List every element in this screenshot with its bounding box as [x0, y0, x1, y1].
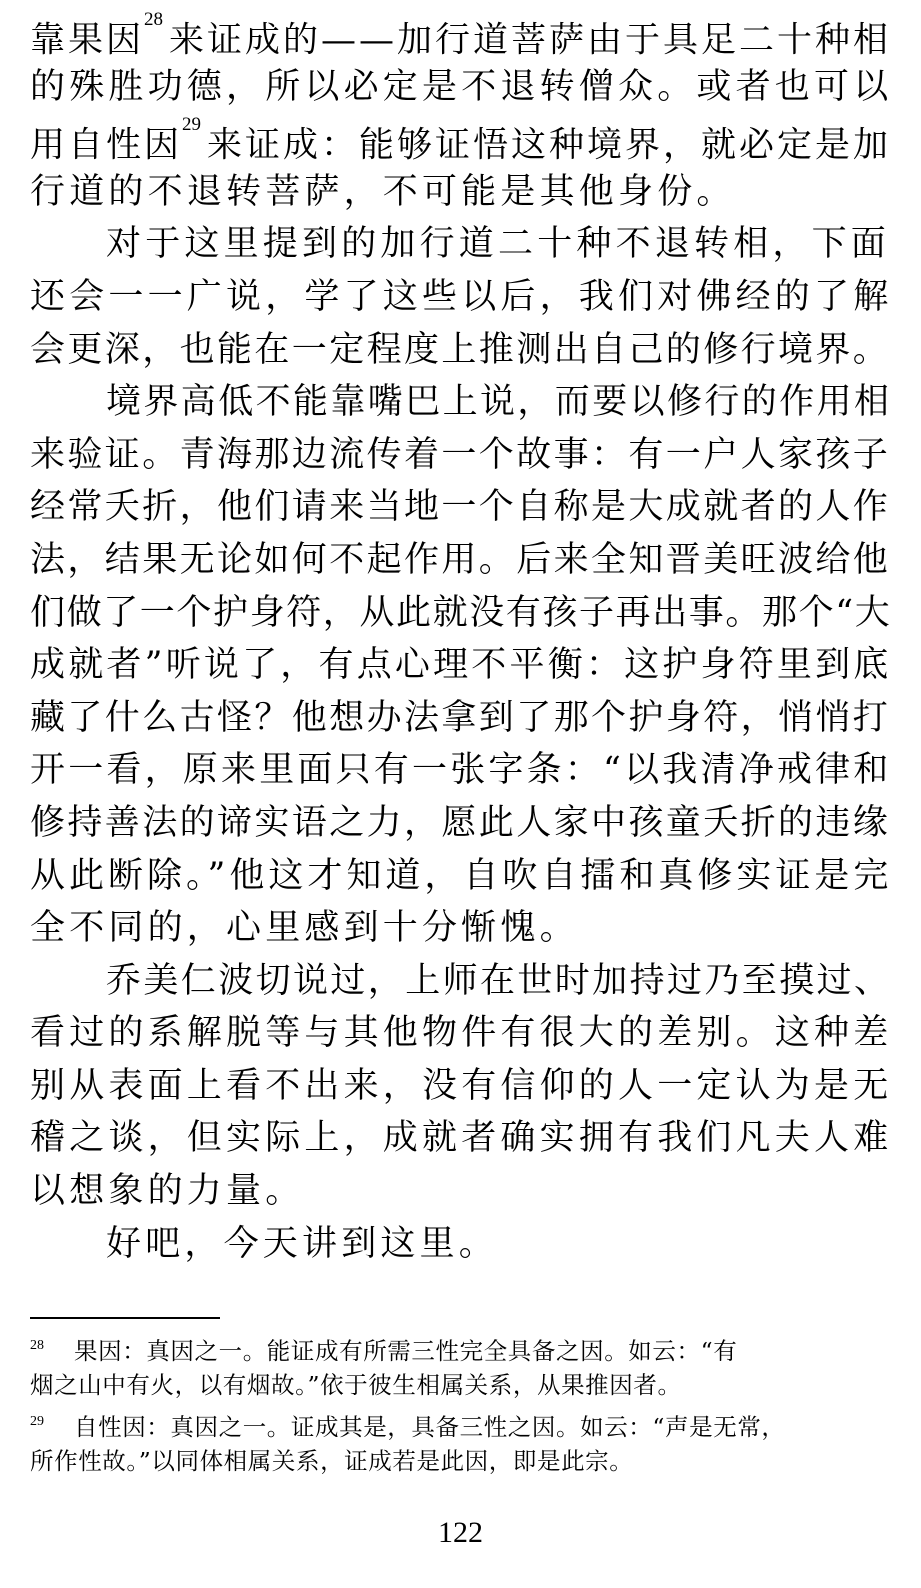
footnote-separator [30, 1317, 220, 1319]
text-line: 会更深，也能在一定程度上推测出自己的修行境界。 [30, 329, 891, 370]
text-line: 藏了什么古怪？他想办法拿到了那个护身符，悄悄打 [30, 697, 891, 738]
text-line: 行道的不退转菩萨，不可能是其他身份。 [30, 171, 736, 212]
text-line: 的殊胜功德，所以必定是不退转僧众。或者也可以 [30, 66, 893, 107]
text-line: 来验证。青海那边流传着一个故事：有一户人家孩子 [30, 434, 891, 475]
text-run: 用自性因 [30, 125, 183, 166]
text-line: 稽之谈，但实际上，成就者确实拥有我们凡夫人难 [30, 1118, 893, 1159]
text-line: 还会一一广说，学了这些以后，我们对佛经的了解 [30, 276, 893, 317]
footnote-line [30, 1334, 892, 1368]
text-line: 以想象的力量。 [30, 1171, 305, 1212]
paragraph-start-line: 乔美仁波切说过，上师在世时加持过乃至摸过、 [106, 960, 892, 1001]
text-run: 来证成：能够证悟这种境界，就必定是加 [207, 125, 892, 166]
text-line: 修持善法的谛实语之力，愿此人家中孩童夭折的违缘 [30, 802, 891, 843]
text-line: 别从表面上看不出来，没有信仰的人一定认为是无 [30, 1065, 893, 1106]
text-line: 成就者”听说了，有点心理不平衡：这护身符里到底 [30, 645, 892, 686]
text-line: 从此断除。”他这才知道，自吹自擂和真修实证是完 [30, 855, 893, 896]
text-line: 法，结果无论如何不起作用。后来全知晋美旺波给他 [30, 539, 891, 580]
text-line [30, 113, 892, 166]
footnote-number: 29 [30, 1414, 44, 1429]
text-run: 来证成的——加行道菩萨由于具足二十种相 [169, 20, 892, 61]
text-line [30, 8, 892, 61]
paragraph-start-line: 对于这里提到的加行道二十种不退转相，下面 [106, 224, 891, 265]
footnote-number: 28 [30, 1338, 44, 1353]
paragraph-start-line: 境界高低不能靠嘴巴上说，而要以修行的作用相 [106, 382, 892, 423]
text-line: 全不同的，心里感到十分惭愧。 [30, 908, 579, 949]
footnote-line: 烟之山中有火，以有烟故。”依于彼生相属关系，从果推因者。 [30, 1371, 682, 1399]
text-line: 们做了一个护身符，从此就没有孩子再出事。那个“大 [30, 592, 892, 633]
footnote-line: 所作性故。”以同体相属关系，证成若是此因，即是此宗。 [30, 1447, 634, 1475]
text-line: 开一看，原来里面只有一张字条：“以我清净戒律和 [30, 750, 892, 791]
footnote-line [30, 1410, 892, 1444]
footnote-text: 果因：真因之一。能证成有所需三性完全具备之因。如云：“有 [74, 1337, 738, 1365]
footnote-29 [30, 1410, 892, 1478]
text-run: 靠果因 [30, 20, 145, 61]
footnotes [30, 1334, 892, 1486]
text-line: 看过的系解脱等与其他物件有很大的差别。这种差 [30, 1013, 893, 1054]
footnote-text: 自性因：真因之一。证成其是，具备三性之因。如云：“声是无常， [74, 1413, 786, 1441]
footnote-ref-28[interactable]: 28 [144, 9, 164, 30]
page-number: 122 [438, 1516, 483, 1549]
text-line: 经常夭折，他们请来当地一个自称是大成就者的人作 [30, 487, 891, 528]
main-text [30, 8, 892, 1270]
footnote-ref-29[interactable]: 29 [182, 114, 202, 136]
paragraph-start-line: 好吧，今天讲到这里。 [106, 1223, 499, 1264]
footnote-28 [30, 1334, 892, 1402]
